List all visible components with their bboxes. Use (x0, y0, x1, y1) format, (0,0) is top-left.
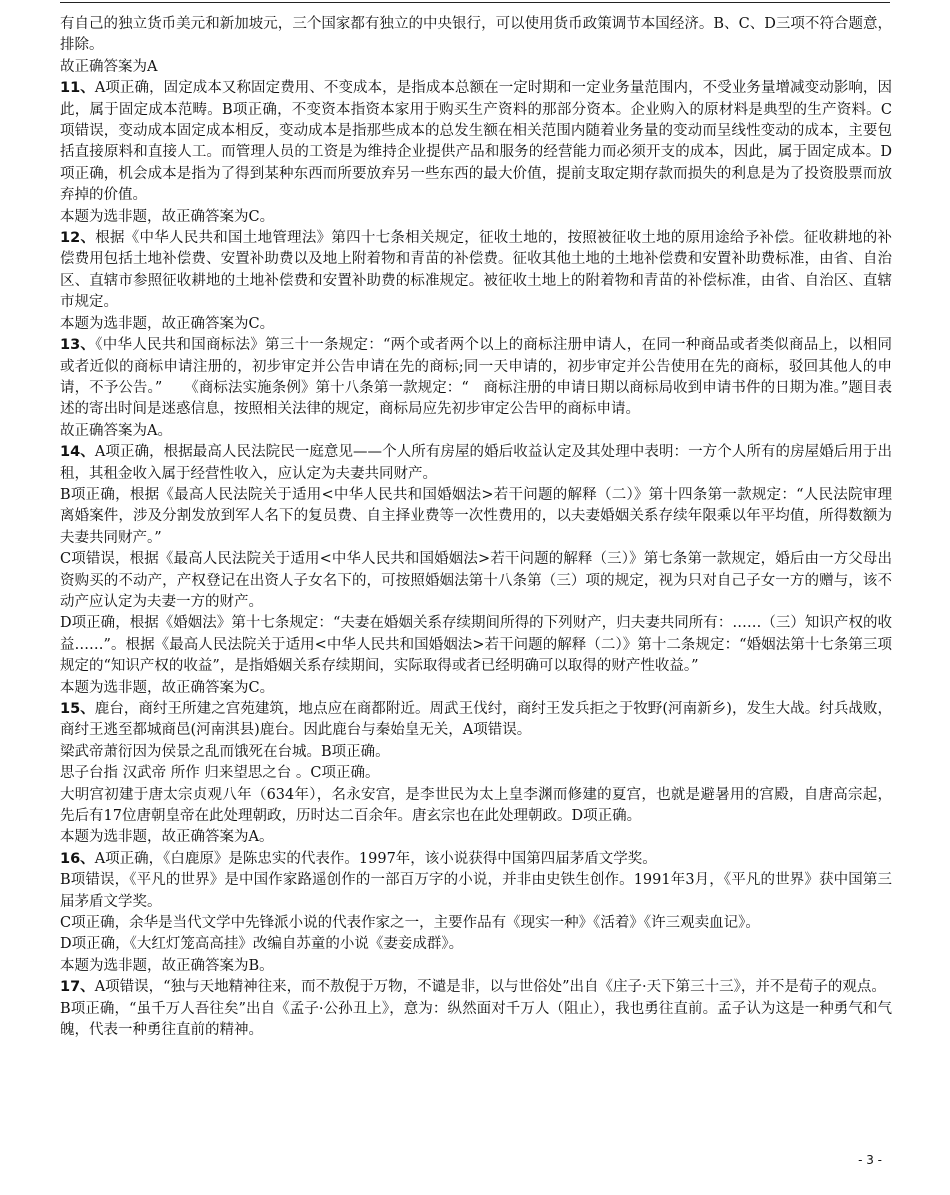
question-12: 12、根据《中华人民共和国土地管理法》第四十七条相关规定，征收土地的，按照被征收土地的原用途给予补偿。征收耕地的补偿费用包括土地补偿费、安置补助费以及地上附着物和青苗的补偿费。征收其他土地的土地补偿费和安置补助费标准，由省、自治区、直辖市参照征收耕地的土地补偿费和安置补助费的标准规定。被征收土地上的附着物和青苗的补偿标准，由省、自治区、直辖市规定。 (60, 230, 892, 311)
answer-line: 本题为选非题，故正确答案为A。 (60, 829, 274, 846)
paragraph: B项正确，根据《最高人民法院关于适用<中华人民共和国婚姻法>若干问题的解释（二）》第十四条第一款规定：“人民法院审理离婚案件，涉及分割发放到军人名下的复员费、自主择业费等一次性费用的，以夫妻婚姻关系存续年限乘以年平均值，所得数额为夫妻共同财产。” (60, 486, 892, 546)
paragraph: B项正确，“虽千万人吾往矣”出自《孟子·公孙丑上》，意为：纵然面对千万人（阻止），我也勇往直前。孟子认为这是一种勇气和气魄，代表一种勇往直前的精神。 (60, 1000, 892, 1039)
paragraph: B项错误，《平凡的世界》是中国作家路遥创作的一部百万字的小说，并非由史铁生创作。1991年3月，《平凡的世界》获中国第三届茅盾文学奖。 (60, 872, 892, 910)
question-11: 11、A项正确，固定成本又称固定费用、不变成本，是指成本总额在一定时期和一定业务量范围内，不受业务量增减变动影响，因此，属于固定成本范畴。B项正确，不变资本指资本家用于购买生产资料的那部分资本。企业购入的原材料是典型的生产资料。C项错误，变动成本固定成本相反，变动成本是指那些成本的总发生额在相关范围内随着业务量的变动而呈线性变动的成本，主要包括直接原料和直接人工。而管理人员的工资是为维持企业提供产品和服务的经营能力而必须开支的成本，因此，属于固定成本。D项正确，机会成本是指为了得到某种东西而所要放弃另一些东西的最大价值，提前支取定期存款而损失的利息是为了投资股票而放弃掉的价值。 (60, 80, 893, 204)
answer-line: 本题为选非题，故正确答案为C。 (60, 315, 275, 332)
question-16: 16、A项正确，《白鹿原》是陈忠实的代表作。1997年，该小说获得中国第四届茅盾文学奖。 (60, 850, 657, 867)
answer-line: 故正确答案为A。 (60, 422, 172, 439)
paragraph: C项正确，余华是当代文学中先锋派小说的代表作家之一，主要作品有《现实一种》《活着》《许三观卖血记》。 (60, 915, 760, 932)
question-number: 11、 (60, 80, 95, 97)
page-number: - 3 - (858, 1153, 882, 1167)
answer-line: 本题为选非题，故正确答案为C。 (60, 208, 275, 225)
document-body (60, 14, 892, 1042)
question-15: 15、鹿台，商纣王所建之宫苑建筑，地点应在商都附近。周武王伐纣，商纣王发兵拒之于牧野(河南新乡)，发生大战。纣兵战败，商纣王逃至都城商邑(河南淇县)鹿台。因此鹿台与秦始皇无关，A项错误。 (60, 701, 893, 739)
paragraph: C项错误，根据《最高人民法院关于适用<中华人民共和国婚姻法>若干问题的解释（三）》第七条第一款规定，婚后由一方父母出资购买的不动产，产权登记在出资人子女名下的，可按照婚姻法第十八条第（三）项的规定，视为只对自己子女一方的赠与，该不动产应认定为夫妻一方的财产。 (60, 551, 892, 610)
question-17: 17、A项错误，“独与天地精神往来，而不敖倪于万物，不谴是非，以与世俗处”出自《庄子·天下第三十三》，并不是荀子的观点。 (60, 979, 886, 996)
answer-line: 本题为选非题，故正确答案为C。 (60, 679, 275, 696)
paragraph: 大明宫初建于唐太宗贞观八年（634年），名永安宫，是李世民为太上皇李渊而修建的夏宫，也就是避暑用的宫殿，自唐高宗起，先后有17位唐朝皇帝在此处理朝政，历时达二百余年。唐玄宗也在此处理朝政。D项正确。 (60, 786, 892, 825)
paragraph: 故正确答案为A (60, 58, 158, 75)
question-number: 13、 (60, 337, 96, 354)
paragraph: 有自己的独立货币美元和新加坡元，三个国家都有独立的中央银行，可以使用货币政策调节本国经济。B、C、D三项不符合题意，排除。 (60, 16, 892, 54)
question-13: 13、《中华人民共和国商标法》第三十一条规定：“两个或者两个以上的商标注册申请人，在同一种商品或者类似商品上，以相同或者近似的商标申请注册的，初步审定并公告申请在先的商标;同一天申请的，初步审定并公告使用在先的商标，驳回其他人的申请，不予公告。” 《商标法实施条例》第十八条第一款规定：“ 商标注册的申请日期以商标局收到申请书件的日期为准。”题目表述的寄出时间是迷惑信息，按照相关法律的规定，商标局应先初步审定公告甲的商标申请。 (60, 337, 892, 418)
answer-line: 本题为选非题，故正确答案为B。 (60, 957, 274, 974)
question-number: 16、 (60, 850, 95, 867)
paragraph: D项正确，《大红灯笼高高挂》改编自苏童的小说《妻妾成群》。 (60, 936, 464, 953)
paragraph: 梁武帝萧衍因为侯景之乱而饿死在台城。B项正确。 (60, 743, 390, 760)
question-number: 15、 (60, 701, 95, 717)
header-rule (60, 2, 890, 3)
question-number: 17、 (60, 979, 95, 996)
question-14: 14、A项正确，根据最高人民法院民一庭意见——个人所有房屋的婚后收益认定及其处理中表明：一方个人所有的房屋婚后用于出租，其租金收入属于经营性收入，应认定为夫妻共同财产。 (60, 444, 892, 482)
paragraph: 思子台指 汉武帝 所作 归来望思之台 。C项正确。 (60, 765, 380, 782)
question-number: 14、 (60, 444, 95, 461)
paragraph: D项正确，根据《婚姻法》第十七条规定：“夫妻在婚姻关系存续期间所得的下列财产，归夫妻共同所有：……（三）知识产权的收益……”。根据《最高人民法院关于适用<中华人民共和国婚姻法>若干问题的解释（二）》第十二条规定：“婚姻法第十七条第三项规定的“知识产权的收益”，是指婚姻关系存续期间，实际取得或者已经明确可以取得的财产性收益。” (60, 615, 892, 675)
question-number: 12、 (60, 230, 96, 247)
